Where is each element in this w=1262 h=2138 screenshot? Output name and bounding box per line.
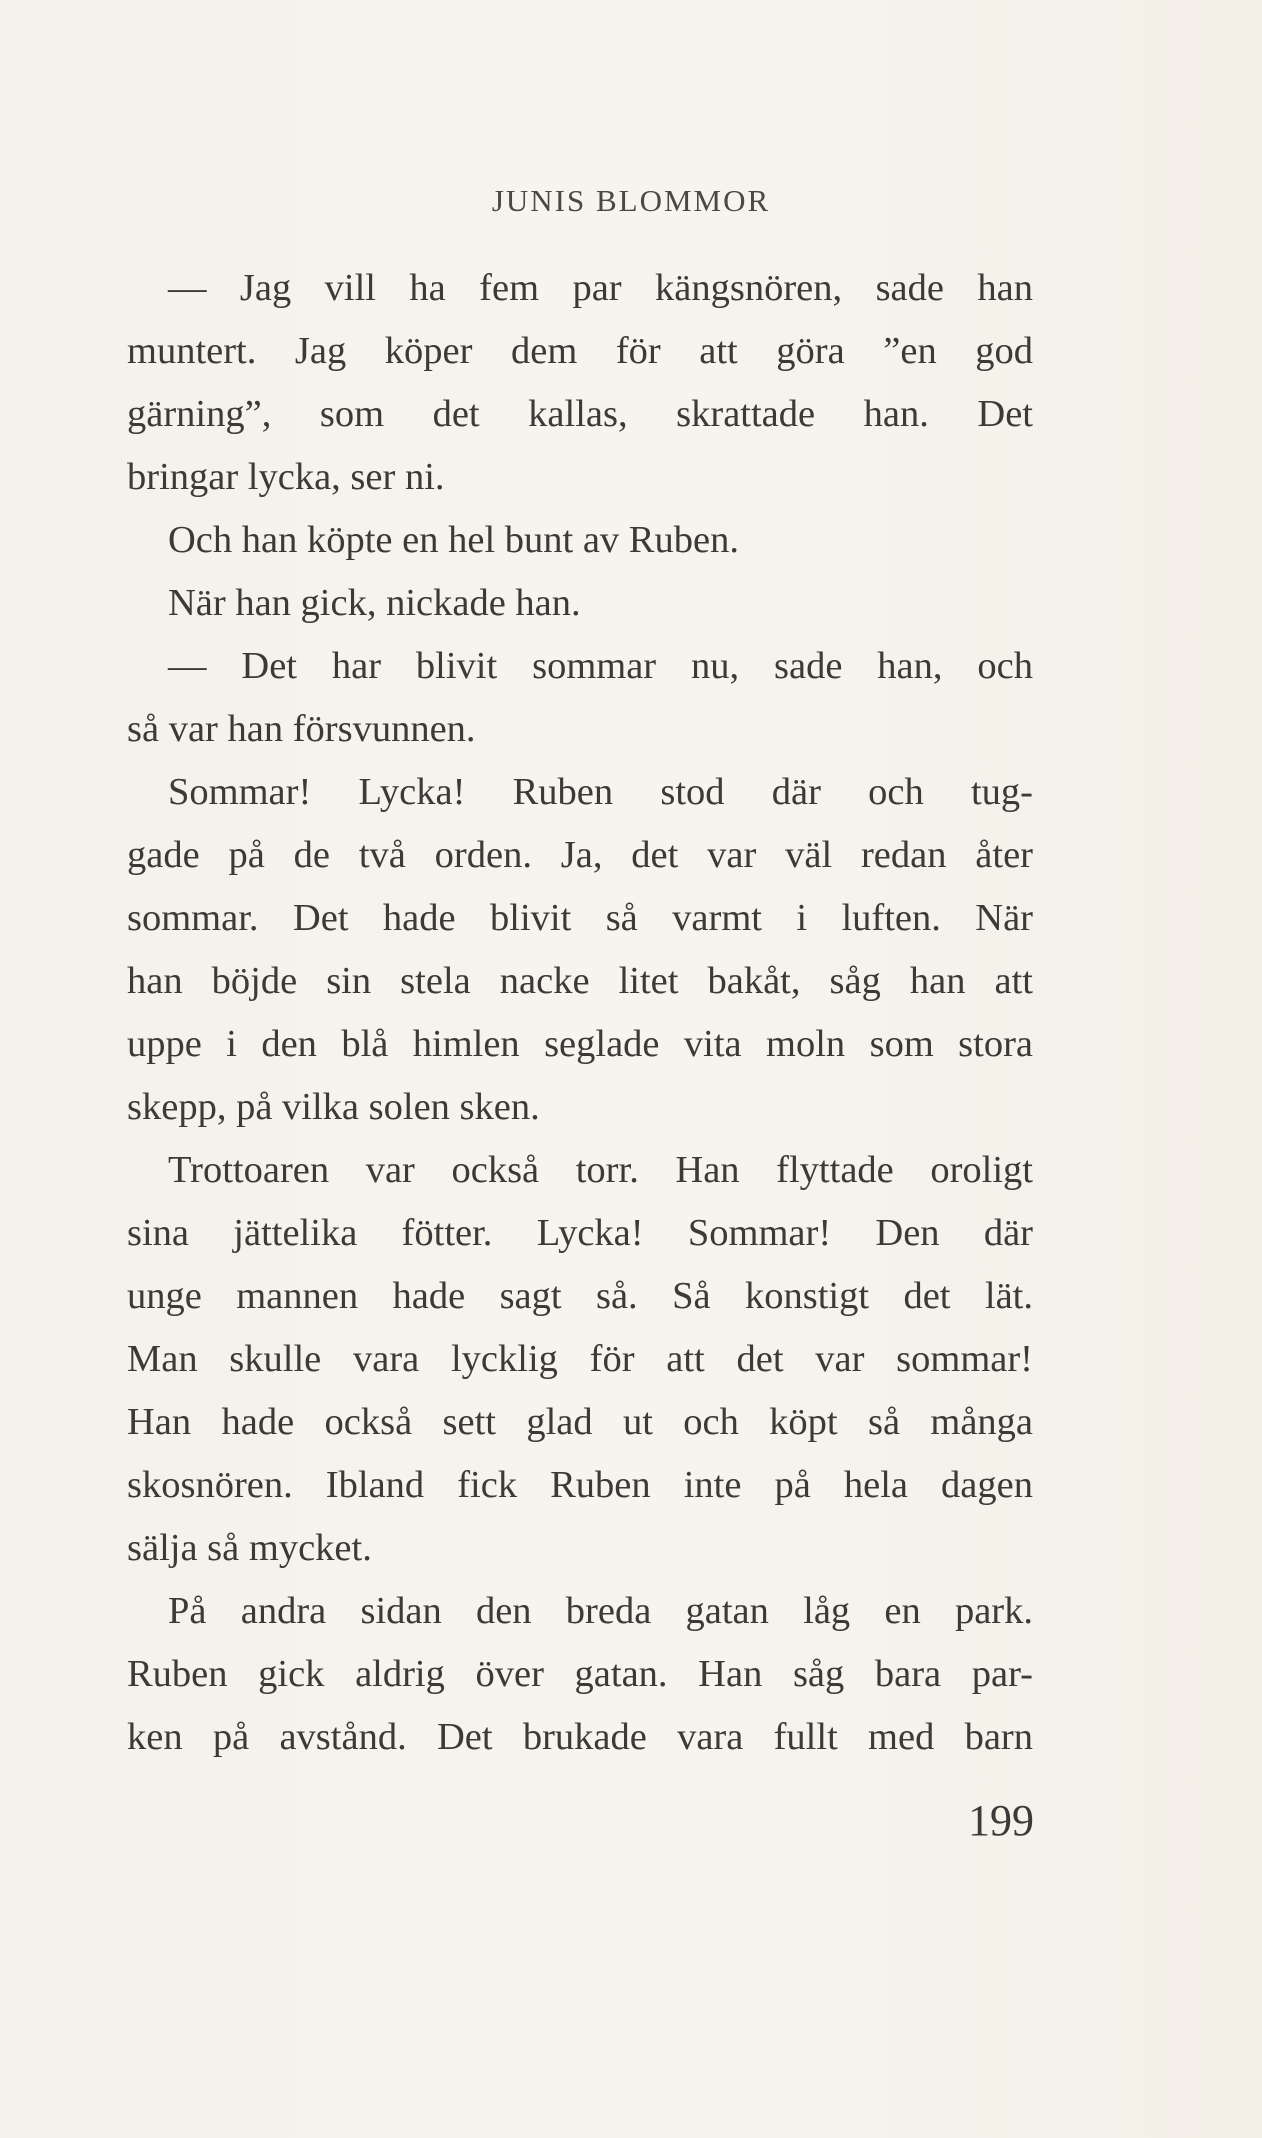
text-line: unge mannen hade sagt så. Så konstigt det lät. [127, 1275, 1033, 1317]
text-line: När han gick, nickade han. [168, 582, 581, 624]
text-line: muntert. Jag köper dem för att göra ”en god [127, 330, 1033, 372]
text-line: Han hade också sett glad ut och köpt så många [127, 1401, 1033, 1443]
text-line: Man skulle vara lycklig för att det var sommar! [127, 1338, 1033, 1380]
text-line: Trottoaren var också torr. Han flyttade oroligt [168, 1149, 1033, 1191]
text-line: — Jag vill ha fem par kängsnören, sade han [168, 267, 1033, 309]
text-line: Sommar! Lycka! Ruben stod där och tug- [168, 771, 1033, 813]
text-line: bringar lycka, ser ni. [127, 456, 445, 498]
text-line: gärning”, som det kallas, skrattade han. Det [127, 393, 1033, 435]
body-text [127, 257, 1033, 1769]
page-number: 199 [968, 1796, 1034, 1845]
text-line: skepp, på vilka solen sken. [127, 1086, 540, 1128]
text-line: han böjde sin stela nacke litet bakåt, såg han att [127, 960, 1033, 1002]
text-line: så var han försvunnen. [127, 708, 476, 750]
text-line: — Det har blivit sommar nu, sade han, och [168, 645, 1033, 687]
text-line: ken på avstånd. Det brukade vara fullt med barn [127, 1716, 1033, 1758]
text-line: gade på de två orden. Ja, det var väl redan åter [127, 834, 1033, 876]
text-line: Och han köpte en hel bunt av Ruben. [168, 519, 739, 561]
text-line: sommar. Det hade blivit så varmt i luften. När [127, 897, 1033, 939]
text-line: sina jättelika fötter. Lycka! Sommar! Den där [127, 1212, 1033, 1254]
text-line: sälja så mycket. [127, 1527, 372, 1569]
text-line: På andra sidan den breda gatan låg en park. [168, 1590, 1033, 1632]
text-line: uppe i den blå himlen seglade vita moln som stora [127, 1023, 1033, 1065]
text-line: skosnören. Ibland fick Ruben inte på hela dagen [127, 1464, 1033, 1506]
text-line: Ruben gick aldrig över gatan. Han såg bara par- [127, 1653, 1033, 1695]
running-head: JUNIS BLOMMOR [491, 183, 771, 218]
